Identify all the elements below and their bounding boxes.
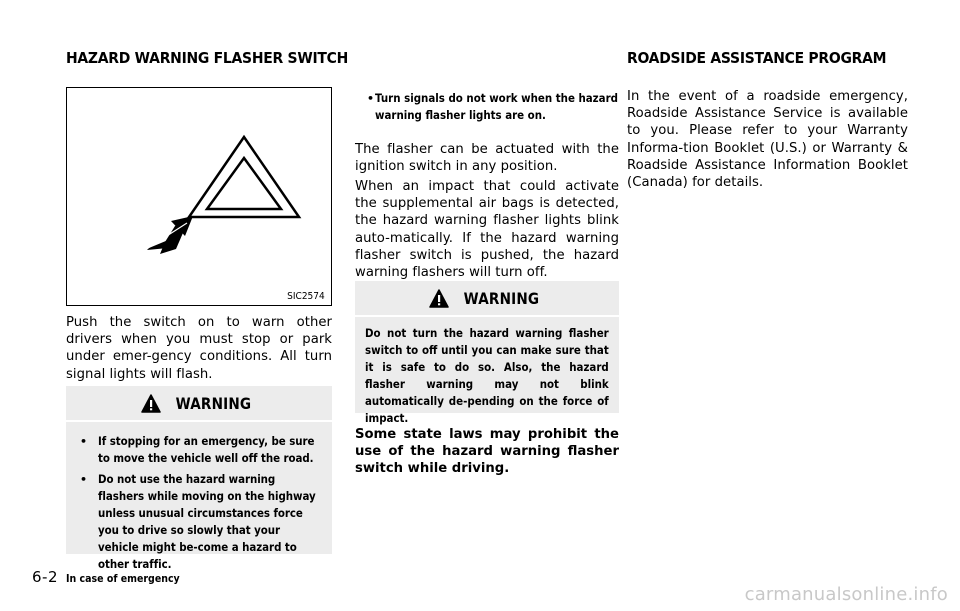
state-laws-paragraph: Some state laws may prohibit the use of the hazard warning flasher switch while driving.: [355, 427, 619, 477]
warning-text: Do not turn the hazard warning flasher switch to off until you can make sure that it is safe to do so. Also, the hazard flasher warning may not blink automatically de-pending on the force of impact.: [365, 326, 609, 425]
warning-triangle-icon: [141, 394, 161, 413]
warning-box-impact: [355, 281, 619, 425]
page-number: 6-2: [32, 568, 58, 586]
hazard-switch-figure: [66, 87, 332, 306]
warning-list: [78, 433, 322, 577]
figure-caption: SIC2574: [287, 291, 325, 302]
flasher-actuation-paragraph: The flasher can be actuated with the ignition switch in any position.: [355, 142, 619, 175]
roadside-assistance-paragraph: In the event of a roadside emergency, Roadside Assistance Service is available to you. Please refer to your Warranty Informa-tion Booklet (U.S.) or Warranty & Roadside Assistance Information Booklet (Canada) for details.: [627, 89, 908, 191]
hazard-intro-paragraph: Push the switch on to warn other drivers when you must stop or park under emer-gency conditions. All turn signal lights will flash.: [66, 315, 332, 382]
section-heading-roadside: ROADSIDE ASSISTANCE PROGRAM: [627, 49, 887, 67]
section-heading-hazard: HAZARD WARNING FLASHER SWITCH: [66, 49, 348, 67]
warning-box-stopping: [66, 386, 332, 571]
footer-section-name: In case of emergency: [66, 573, 180, 585]
press-arrow-icon: [147, 216, 193, 254]
page-footer: [32, 568, 192, 586]
hazard-triangle-icon: [67, 88, 330, 304]
list-item: • If stopping for an emergency, be sure to move the vehicle well off the road.: [78, 433, 322, 467]
warning-header: [66, 386, 332, 422]
warning-title: WARNING: [175, 393, 251, 413]
watermark: carmanualsonline.info: [744, 584, 948, 605]
list-item: • Turn signals do not work when the hazard warning flasher lights are on.: [355, 90, 619, 124]
warning-triangle-icon: [429, 289, 449, 308]
warning-title: WARNING: [463, 288, 539, 308]
warning-header: [355, 281, 619, 317]
list-item: • Do not use the hazard warning flashers while moving on the highway unless unusual circumstances force you to drive so slowly that your vehicle might be-come a hazard to other traffic.: [78, 471, 322, 573]
turn-signal-note-list: [355, 90, 619, 124]
impact-flasher-paragraph: When an impact that could activate the supplemental air bags is detected, the hazard warning flasher lights blink auto-matically. If the hazard warning flasher switch is pushed, the hazard warning flashers will turn off.: [355, 179, 619, 281]
